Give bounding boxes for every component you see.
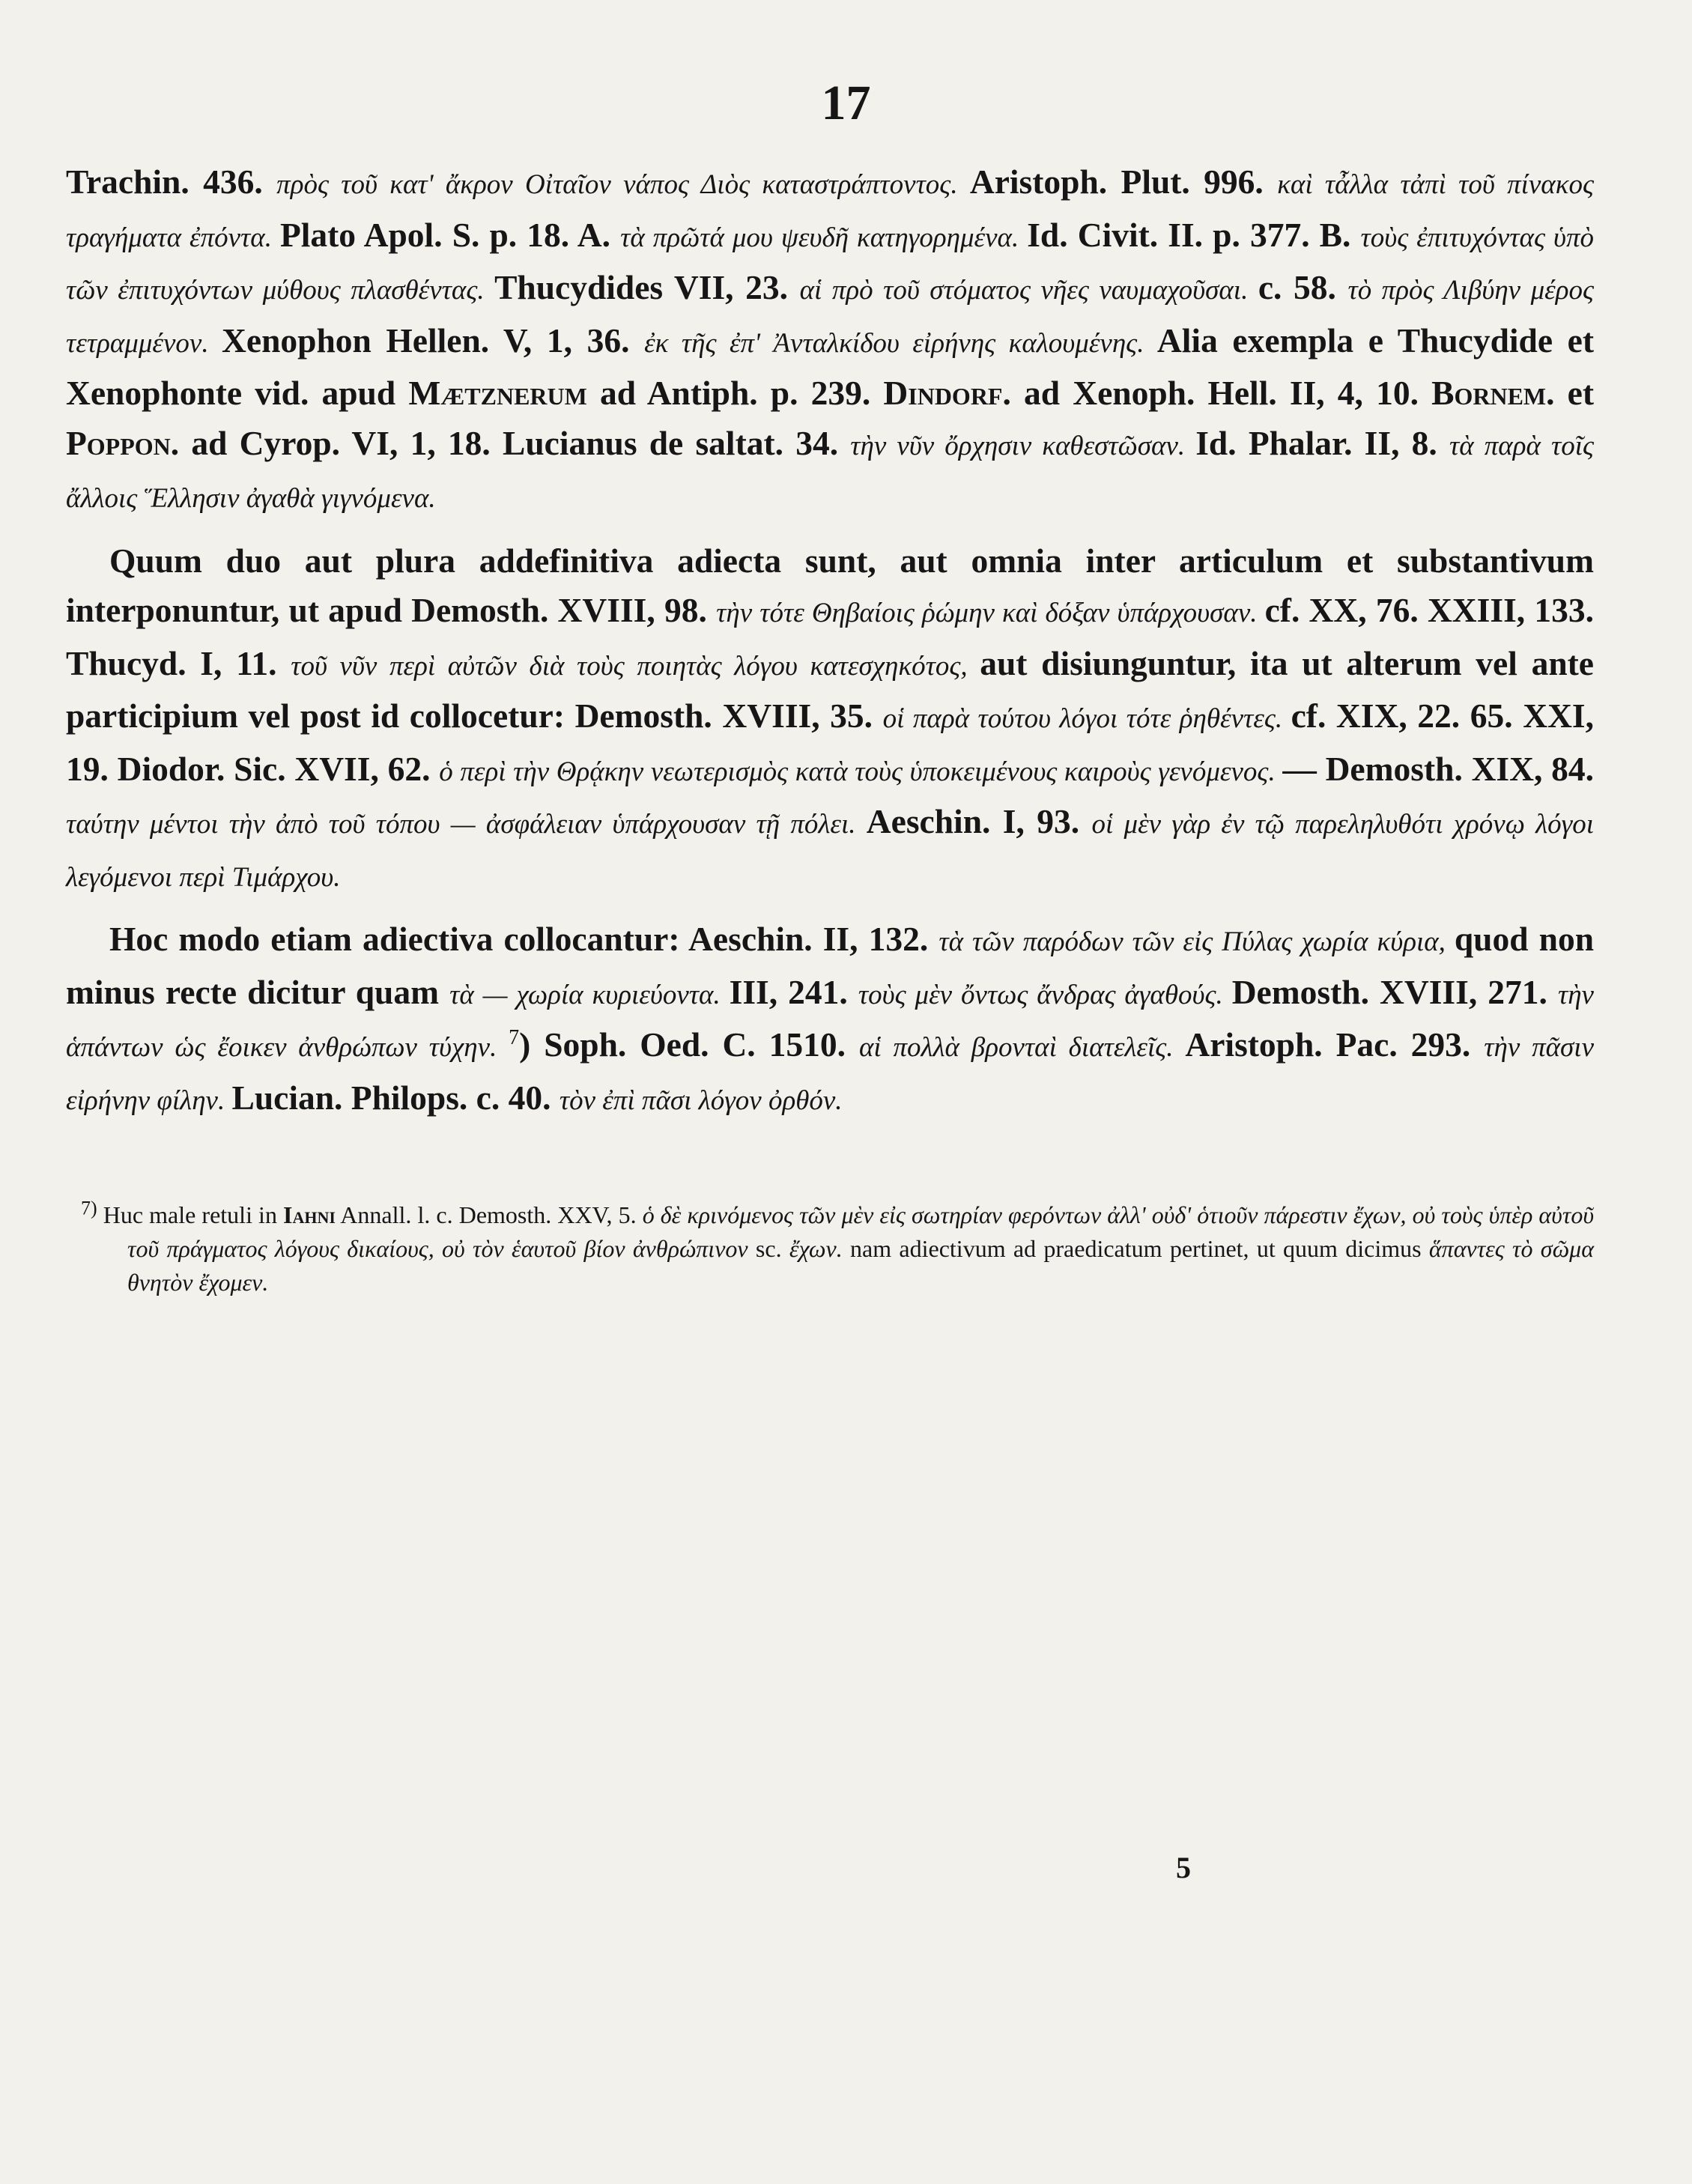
- latin-text: ad Antiph. p. 239.: [586, 374, 884, 412]
- footnote-marker: 7): [81, 1197, 97, 1219]
- page-number: 17: [821, 76, 871, 130]
- latin-text: Id. Civit. II. p. 377. B.: [1027, 215, 1361, 254]
- greek-quotation: ἅπαντες τὸ σῶμα θνητὸν ἔχομεν.: [127, 1235, 1595, 1296]
- latin-text: c. 58.: [1258, 268, 1348, 306]
- latin-text: Trachin. 436.: [66, 163, 277, 201]
- latin-text: Plato Apol. S. p. 18. A.: [279, 215, 621, 254]
- latin-text: ad Xenoph. Hell. II, 4, 10.: [1010, 374, 1432, 412]
- greek-quotation: τὰ τῶν παρόδων τῶν εἰς Πύλας χωρία κύρια,: [939, 926, 1455, 957]
- paragraph: [66, 536, 1594, 903]
- greek-quotation: τοὺς μὲν ὄντως ἄνδρας ἀγαθούς.: [858, 979, 1232, 1010]
- greek-quotation: τὰ παρὰ τοῖς ἄλλοις Ἕλλησιν ἀγαθὰ γιγνόμενα.: [66, 430, 1595, 514]
- greek-quotation: καὶ τἆλλα τἀπὶ τοῦ πίνακος τραγήματα ἐπόντα.: [66, 169, 1594, 253]
- latin-text: Aristoph. Pac. 293.: [1185, 1025, 1485, 1064]
- greek-quotation: ἔχων.: [789, 1235, 851, 1262]
- greek-quotation: ἐκ τῆς ἐπ' Ἀνταλκίδου εἰρήνης καλουμένης.: [644, 327, 1157, 359]
- latin-text: Hoc modo etiam adiectiva collocantur: Aeschin. II, 132.: [109, 920, 939, 958]
- greek-quotation: τὴν πᾶσιν εἰρήνην φίλην.: [66, 1032, 1594, 1116]
- latin-text: Aeschin. I, 93.: [866, 802, 1092, 840]
- footnote-latin: nam adiectivum ad praedicatum pertinet, ut quum dicimus: [850, 1235, 1429, 1262]
- greek-quotation: ταύτην μέντοι τὴν ἀπὸ τοῦ τόπου — ἀσφάλειαν ὑπάρχουσαν τῇ πόλει.: [66, 809, 867, 840]
- latin-text: et: [1554, 374, 1594, 412]
- footnote-reference: 7: [509, 1025, 520, 1049]
- greek-quotation: τὸν ἐπὶ πᾶσι λόγον ὀρθόν.: [559, 1085, 843, 1116]
- greek-quotation: τὴν νῦν ὄρχησιν καθεστῶσαν.: [850, 430, 1196, 461]
- greek-quotation: τοῦ νῦν περὶ αὐτῶν διὰ τοὺς ποιητὰς λόγου κατεσχηκότος,: [291, 650, 980, 682]
- latin-text: ) Soph. Oed. C. 1510.: [519, 1025, 859, 1064]
- latin-text: III, 241.: [729, 972, 858, 1011]
- greek-quotation: τὰ πρῶτά μου ψευδῆ κατηγορημένα.: [620, 222, 1028, 253]
- latin-text: Alia exempla e Thucydide et Xenophonte vid. apud: [66, 321, 1594, 412]
- author-name: Poppon.: [66, 423, 180, 462]
- greek-quotation: οἱ παρὰ τούτου λόγοι τότε ῥηθέντες.: [882, 703, 1291, 734]
- main-text: [66, 157, 1594, 1126]
- author-name: Iahni: [283, 1201, 336, 1228]
- greek-quotation: ὁ περὶ τὴν Θρᾴκην νεωτερισμὸς κατὰ τοὺς ὑποκειμένους καιροὺς γενόμενος.: [439, 756, 1283, 787]
- footnote-latin: sc.: [755, 1235, 789, 1262]
- greek-quotation: ὁ δὲ κρινόμενος τῶν μὲν εἰς σωτηρίαν φερόντων ἀλλ' οὐδ' ὁτιοῦν πάρεστιν ἔχων, οὐ τοὺς ὑπὲρ αὐτοῦ τοῦ πράγματος λόγους δικαίους, οὐ τὸν ἑαυτοῦ βίον ἀνθρώπινον: [127, 1201, 1595, 1262]
- author-name: Mætznerum: [408, 374, 587, 412]
- latin-text: cf. XX, 76. XXIII, 133. Thucyd. I, 11.: [66, 591, 1595, 682]
- greek-quotation: τὴν τότε Θηβαίοις ῥώμην καὶ δόξαν ὑπάρχουσαν.: [716, 598, 1265, 628]
- latin-text: ad Cyrop. VI, 1, 18. Lucianus de saltat. 34.: [179, 423, 851, 462]
- greek-quotation: τὸ πρὸς Λιβύην μέρος τετραμμένον.: [66, 275, 1594, 359]
- author-name: Dindorf.: [883, 374, 1011, 412]
- greek-quotation: πρὸς τοῦ κατ' ἄκρον Οἰταῖον νάπος Διὸς καταστράπτοντος.: [276, 169, 970, 200]
- greek-quotation: τὰ — χωρία κυριεύοντα.: [449, 979, 730, 1010]
- latin-text: quod non minus recte dicitur quam: [66, 920, 1594, 1011]
- latin-text: Aristoph. Plut. 996.: [969, 163, 1278, 201]
- footnote-latin: Huc male retuli in: [97, 1201, 284, 1228]
- greek-quotation: αἱ πολλὰ βρονταὶ διατελεῖς.: [858, 1032, 1186, 1063]
- latin-text: Quum duo aut plura addefinitiva adiecta sunt, aut omnia inter articulum et substantivum interponuntur, ut apud Demosth. XVIII, 98.: [66, 541, 1594, 629]
- latin-text: Xenophon Hellen. V, 1, 36.: [222, 321, 645, 360]
- greek-quotation: αἱ πρὸ τοῦ στόματος νῆες ναυμαχοῦσαι.: [799, 275, 1258, 306]
- greek-quotation: τοὺς ἐπιτυχόντας ὑπὸ τῶν ἐπιτυχόντων μύθους πλασθέντας.: [66, 222, 1594, 306]
- footnote-text: [66, 1198, 1594, 1299]
- latin-text: Thucydides VII, 23.: [494, 268, 800, 306]
- author-name: Bornem.: [1431, 374, 1555, 412]
- latin-text: aut disiunguntur, ita ut alterum vel ante participium vel post id collocetur: Demosth. XVIII, 35.: [66, 643, 1595, 735]
- latin-text: Lucian. Philops. c. 40.: [231, 1078, 560, 1117]
- footnote-latin: Annall. l. c. Demosth. XXV, 5.: [335, 1201, 643, 1228]
- greek-quotation: οἱ μὲν γὰρ ἐν τῷ παρεληλυθότι χρόνῳ λόγοι λεγόμενοι περὶ Τιμάρχου.: [66, 809, 1594, 893]
- signature-mark: 5: [1176, 1851, 1191, 1884]
- greek-quotation: τὴν ἁπάντων ὡς ἔοικεν ἀνθρώπων τύχην.: [66, 979, 1594, 1063]
- paragraph: [66, 157, 1594, 524]
- latin-text: Demosth. XVIII, 271.: [1231, 972, 1558, 1011]
- latin-text: cf. XIX, 22. 65. XXI, 19. Diodor. Sic. XVII, 62.: [66, 697, 1595, 788]
- footnote: [66, 1198, 1594, 1299]
- latin-text: Id. Phalar. II, 8.: [1195, 423, 1449, 462]
- latin-text: — Demosth. XIX, 84.: [1282, 749, 1594, 788]
- paragraph: [66, 914, 1594, 1126]
